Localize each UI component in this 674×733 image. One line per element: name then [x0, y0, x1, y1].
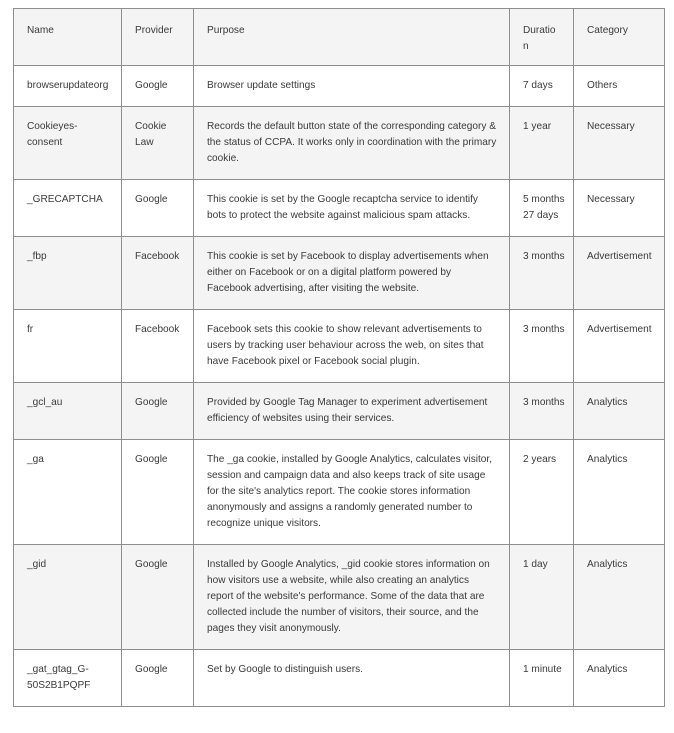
table-row	[14, 383, 665, 440]
cell-provider: Google	[122, 383, 194, 440]
cookie-table-container	[13, 8, 664, 707]
cell-duration: 3 months	[510, 310, 574, 383]
header-provider: Provider	[122, 9, 194, 66]
cell-duration: 1 minute	[510, 650, 574, 707]
cell-category: Advertisement	[574, 237, 665, 310]
table-row	[14, 310, 665, 383]
cell-category: Others	[574, 66, 665, 107]
cell-duration: 3 months	[510, 237, 574, 310]
cell-duration: 2 years	[510, 440, 574, 545]
cell-category: Analytics	[574, 545, 665, 650]
table-row	[14, 237, 665, 310]
cell-duration: 1 year	[510, 107, 574, 180]
header-category: Category	[574, 9, 665, 66]
cell-category: Analytics	[574, 440, 665, 545]
cell-duration: 3 months	[510, 383, 574, 440]
cell-name: _gat_gtag_G-50S2B1PQPF	[14, 650, 122, 707]
cell-purpose: This cookie is set by the Google recaptcha service to identify bots to protect the website against malicious spam attacks.	[194, 180, 510, 237]
cell-category: Advertisement	[574, 310, 665, 383]
cell-duration: 5 months 27 days	[510, 180, 574, 237]
table-header-row	[14, 9, 665, 66]
table-row	[14, 107, 665, 180]
cell-purpose: Facebook sets this cookie to show relevant advertisements to users by tracking user behaviour across the web, on sites that have Facebook pixel or Facebook social plugin.	[194, 310, 510, 383]
cell-name: browserupdateorg	[14, 66, 122, 107]
table-row	[14, 180, 665, 237]
cell-purpose: Browser update settings	[194, 66, 510, 107]
cell-duration: 7 days	[510, 66, 574, 107]
cell-name: _GRECAPTCHA	[14, 180, 122, 237]
cell-provider: Facebook	[122, 310, 194, 383]
table-row	[14, 545, 665, 650]
header-duration: Duration	[510, 9, 574, 66]
cell-name: _gcl_au	[14, 383, 122, 440]
cell-provider: Cookie Law	[122, 107, 194, 180]
cookie-table	[13, 8, 665, 707]
cell-category: Necessary	[574, 107, 665, 180]
cell-provider: Google	[122, 440, 194, 545]
cell-purpose: Records the default button state of the corresponding category & the status of CCPA. It works only in coordination with the primary cookie.	[194, 107, 510, 180]
cell-purpose: This cookie is set by Facebook to display advertisements when either on Facebook or on a digital platform powered by Facebook advertising, after visiting the website.	[194, 237, 510, 310]
cell-provider: Google	[122, 66, 194, 107]
header-name: Name	[14, 9, 122, 66]
cell-purpose: Provided by Google Tag Manager to experiment advertisement efficiency of websites using their services.	[194, 383, 510, 440]
cell-name: fr	[14, 310, 122, 383]
cell-provider: Google	[122, 180, 194, 237]
cell-provider: Google	[122, 545, 194, 650]
cell-category: Analytics	[574, 650, 665, 707]
cell-name: _gid	[14, 545, 122, 650]
table-row	[14, 440, 665, 545]
cell-category: Necessary	[574, 180, 665, 237]
cell-purpose: Installed by Google Analytics, _gid cookie stores information on how visitors use a website, while also creating an analytics report of the website's performance. Some of the data that are collected include the number of visitors, their source, and the pages they visit anonymously.	[194, 545, 510, 650]
cell-purpose: Set by Google to distinguish users.	[194, 650, 510, 707]
table-row	[14, 650, 665, 707]
cell-duration: 1 day	[510, 545, 574, 650]
cell-name: _ga	[14, 440, 122, 545]
cell-purpose: The _ga cookie, installed by Google Analytics, calculates visitor, session and campaign data and also keeps track of site usage for the site's analytics report. The cookie stores information anonymously and assigns a randomly generated number to recognize unique visitors.	[194, 440, 510, 545]
cell-provider: Google	[122, 650, 194, 707]
header-purpose: Purpose	[194, 9, 510, 66]
table-row	[14, 66, 665, 107]
cell-provider: Facebook	[122, 237, 194, 310]
cell-name: _fbp	[14, 237, 122, 310]
cell-name: Cookieyes-consent	[14, 107, 122, 180]
cell-category: Analytics	[574, 383, 665, 440]
